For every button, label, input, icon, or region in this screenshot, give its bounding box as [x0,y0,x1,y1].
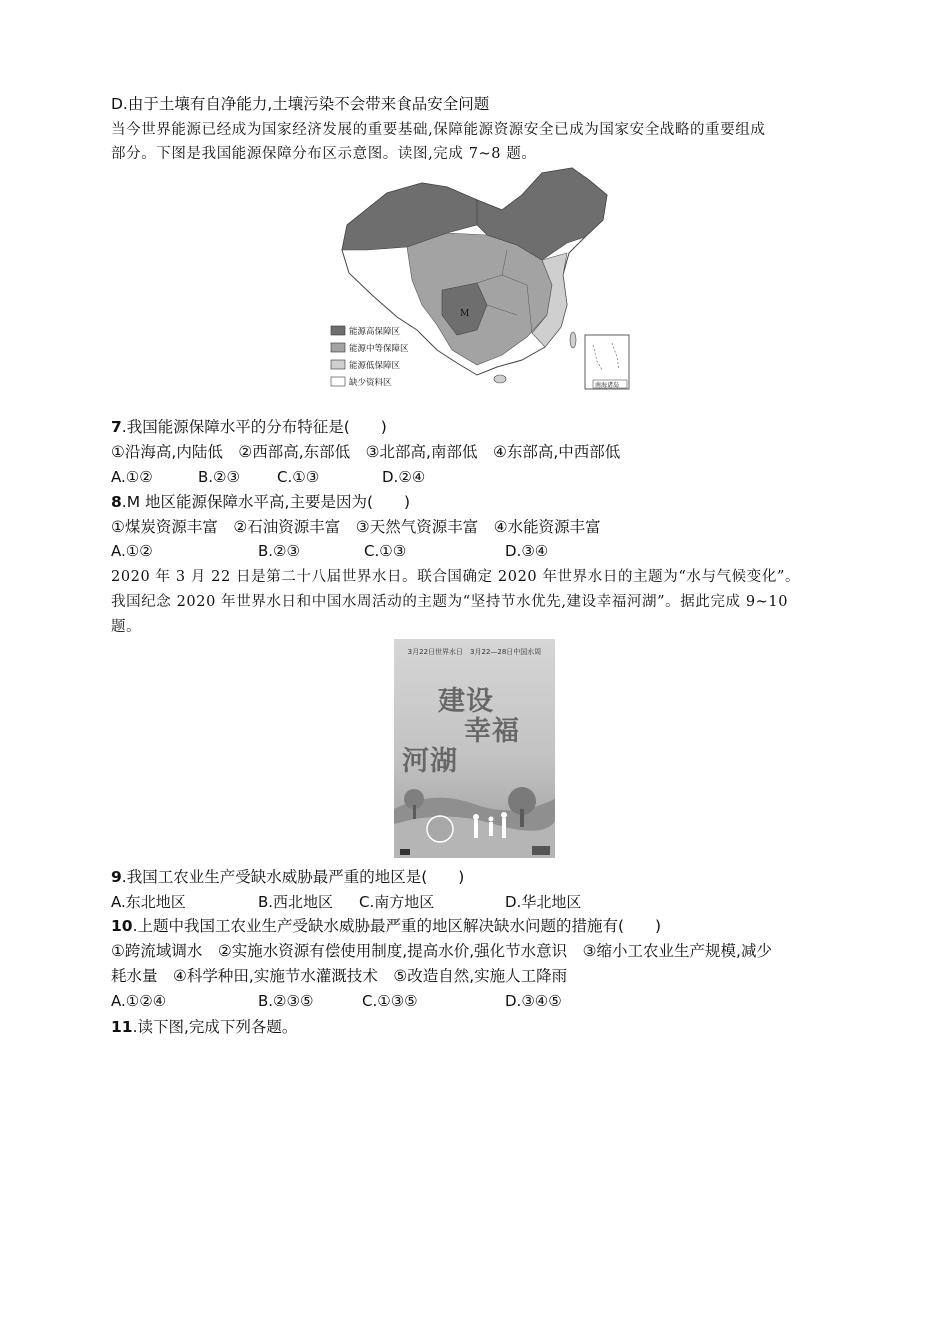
passage-intro-7-8-line1: 当今世界能源已经成为国家经济发展的重要基础,保障能源资源安全已成为国家安全战略的重要组成 [111,122,766,138]
question-10-text: .上题中我国工农业生产受缺水威胁最严重的地区解决缺水问题的措施有( ) [132,917,662,935]
question-9-stem [111,866,464,888]
poster-illustration [394,639,555,858]
question-7-number: 7 [111,418,122,436]
legend-high: 能源高保障区 [349,327,401,337]
question-10-option-c: C.①③⑤ [362,992,418,1010]
china-energy-map-svg [327,165,633,393]
hainan-island [494,375,506,383]
question-10-number: 10 [111,917,133,935]
passage-intro-9-10-line2: 我国纪念 2020 年世界水日和中国水周活动的主题为“坚持节水优先,建设幸福河湖”。据此完成 9~10 [111,594,789,610]
question-9-option-a: A.东北地区 [111,893,186,911]
question-7-stem [111,416,387,438]
legend-mid: 能源中等保障区 [349,344,409,354]
question-8-stem [111,491,410,513]
question-7-option-d: D.②④ [382,468,426,486]
poster-header: 3月22日世界水日 3月22—28日中国水周 [407,648,542,656]
water-day-poster [394,639,555,858]
question-8-option-b: B.②③ [258,542,300,560]
legend-none: 缺少资料区 [349,378,392,388]
inset-label: 南海诸岛 [595,382,620,389]
passage-intro-9-10-line1: 2020 年 3 月 22 日是第二十八届世界水日。联合国确定 2020 年世界水日的主题为“水与气候变化”。 [111,569,801,585]
question-11-number: 11 [111,1018,133,1036]
passage-intro-9-10-line3: 题。 [111,619,142,635]
question-8-option-d: D.③④ [505,542,549,560]
poster-word-3: 河湖 [402,746,458,777]
question-7-option-b: B.②③ [198,468,240,486]
question-10-option-a: A.①②④ [111,992,167,1010]
question-9-text: .我国工农业生产受缺水威胁最严重的地区是( ) [121,868,465,886]
question-6-option-d: D.由于土壤有自净能力,土壤污染不会带来食品安全问题 [111,95,490,113]
question-8-number: 8 [111,493,122,511]
region-m-label: M [460,309,470,319]
question-9-number: 9 [111,868,122,886]
poster-word-2: 幸福 [464,716,520,747]
question-10-stem [111,915,661,937]
question-10-items-line1: ①跨流域调水 ②实施水资源有偿使用制度,提高水价,强化节水意识 ③缩小工农业生产规模,减少 [111,942,772,960]
question-10-option-d: D.③④⑤ [505,992,562,1010]
legend-low: 能源低保障区 [349,361,401,371]
question-8-option-c: C.①③ [364,542,407,560]
question-8-option-a: A.①② [111,542,153,560]
energy-security-map [327,165,633,393]
question-7-option-a: A.①② [111,468,153,486]
question-7-option-c: C.①③ [277,468,320,486]
question-7-items: ①沿海高,内陆低 ②西部高,东部低 ③北部高,南部低 ④东部高,中西部低 [111,443,621,461]
question-9-option-b: B.西北地区 [258,893,334,911]
question-8-text: .M 地区能源保障水平高,主要是因为( ) [121,493,411,511]
question-9-option-d: D.华北地区 [505,893,582,911]
question-7-text: .我国能源保障水平的分布特征是( ) [121,418,387,436]
taiwan-island [570,332,576,348]
passage-intro-7-8-line2: 部分。下图是我国能源保障分布区示意图。读图,完成 7~8 题。 [111,146,537,162]
question-10-option-b: B.②③⑤ [258,992,314,1010]
question-11-text: .读下图,完成下列各题。 [132,1018,298,1036]
question-11-stem [111,1016,297,1038]
question-9-option-c: C.南方地区 [359,893,435,911]
question-8-items: ①煤炭资源丰富 ②石油资源丰富 ③天然气资源丰富 ④水能资源丰富 [111,518,601,536]
poster-word-1: 建设 [438,686,494,717]
question-10-items-line2: 耗水量 ④科学种田,实施节水灌溉技术 ⑤改造自然,实施人工降雨 [111,967,568,985]
